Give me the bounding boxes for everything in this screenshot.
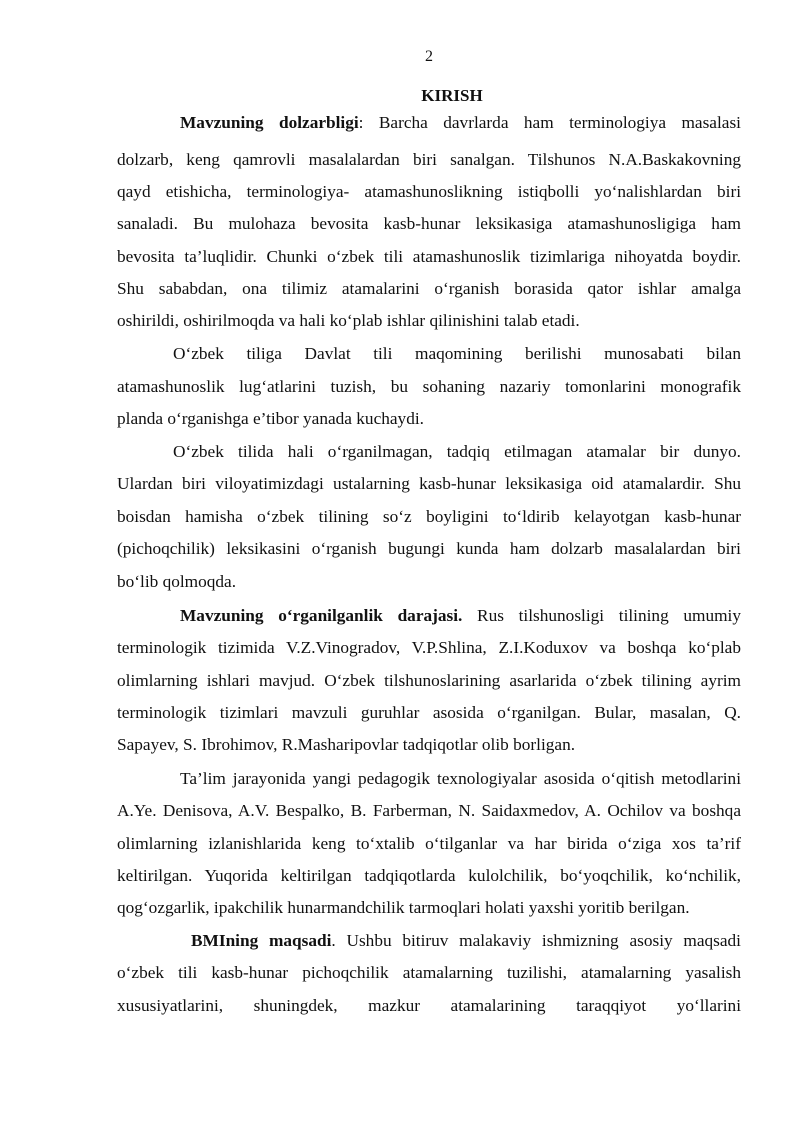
line-text: atamashunoslik lug‘atlarini tuzish, bu sohaning nazariy tomonlarini monografik bbox=[117, 377, 741, 396]
text-line bbox=[117, 637, 741, 659]
line-text: oshirildi, oshirilmoqda va hali ko‘plab ishlar qilinishini talab etadi. bbox=[117, 311, 580, 330]
text-line bbox=[180, 768, 741, 790]
line-text: Shu sababdan, ona tilimiz atamalarini o‘rganish borasida qator ishlar amalga bbox=[117, 279, 741, 298]
line-text: dolzarb, keng qamrovli masalalardan biri sanalgan. Tilshunos N.A.Baskakovning bbox=[117, 150, 741, 169]
text-line bbox=[117, 473, 741, 495]
section-heading: KIRISH bbox=[421, 86, 483, 105]
line-text: qog‘ozgarlik, ipakchilik hunarmandchilik tarmoqlari holati yaxshi yoritib berilgan. bbox=[117, 898, 690, 917]
line-text: boisdan hamisha o‘zbek tilining so‘z boyligini to‘ldirib kelayotgan kasb-hunar bbox=[117, 507, 741, 526]
text-line bbox=[117, 408, 741, 430]
line-text: . Ushbu bitiruv malakaviy ishmizning asosiy maqsadi bbox=[331, 931, 741, 950]
text-line bbox=[117, 897, 741, 919]
text-line bbox=[117, 246, 741, 268]
text-line bbox=[117, 376, 741, 398]
text-line bbox=[191, 930, 741, 952]
line-text: O‘zbek tilida hali o‘rganilmagan, tadqiq etilmagan atamalar bir dunyo. bbox=[173, 442, 741, 461]
text-line bbox=[117, 538, 741, 560]
text-line bbox=[117, 702, 741, 724]
text-line bbox=[180, 112, 741, 134]
line-text: keltirilgan. Yuqorida keltirilgan tadqiqotlarda kulolchilik, bo‘yoqchilik, ko‘nchilik, bbox=[117, 866, 741, 885]
text-line bbox=[117, 149, 741, 171]
bold-lead: BMIning maqsadi bbox=[191, 931, 332, 950]
line-text: terminologik tizimida V.Z.Vinogradov, V.P.Shlina, Z.I.Koduxov va boshqa ko‘plab bbox=[117, 638, 741, 657]
text-line bbox=[117, 310, 741, 332]
line-text: terminologik tizimlari mavzuli guruhlar asosida o‘rganilgan. Bular, masalan, Q. bbox=[117, 703, 741, 722]
text-line bbox=[173, 441, 741, 463]
text-line bbox=[117, 962, 741, 984]
text-line bbox=[117, 734, 741, 756]
text-line bbox=[173, 343, 741, 365]
text-line bbox=[117, 995, 741, 1017]
line-text: : Barcha davrlarda ham terminologiya masalasi bbox=[358, 113, 741, 132]
line-text: bo‘lib qolmoqda. bbox=[117, 572, 237, 591]
text-line bbox=[117, 571, 741, 593]
line-text: olimlarning izlanishlarida keng to‘xtalib o‘tilganlar va har birida o‘ziga xos ta’rif bbox=[117, 834, 741, 853]
text-line bbox=[180, 605, 741, 627]
line-text: olimlarning ishlari mavjud. O‘zbek tilshunoslarining asarlarida o‘zbek tilining ayrim bbox=[117, 671, 741, 690]
line-text: sanaladi. Bu mulohaza bevosita kasb-hunar leksikasiga atamashunosligiga ham bbox=[117, 214, 741, 233]
text-line bbox=[117, 833, 741, 855]
bold-lead: Mavzuning dolzarbligi bbox=[180, 113, 359, 132]
line-text: xususiyatlarini, shuningdek, mazkur atamalarining taraqqiyot yo‘llarini bbox=[117, 996, 741, 1015]
line-text: A.Ye. Denisova, A.V. Bespalko, B. Farberman, N. Saidaxmedov, A. Ochilov va boshqa bbox=[117, 801, 741, 820]
line-text: bevosita ta’luqlidir. Chunki o‘zbek tili atamashunoslik tizimlariga nihoyatda boydir. bbox=[117, 247, 741, 266]
page-number: 2 bbox=[425, 48, 433, 65]
line-text: Sapayev, S. Ibrohimov, R.Masharipovlar tadqiqotlar olib borligan. bbox=[117, 735, 576, 754]
line-text: (pichoqchilik) leksikasini o‘rganish bugungi kunda ham dolzarb masalalardan biri bbox=[117, 539, 741, 558]
line-text: qayd etishicha, terminologiya- atamashunoslikning istiqbolli yo‘nalishlardan biri bbox=[117, 182, 741, 201]
line-text: Ulardan biri viloyatimizdagi ustalarning kasb-hunar leksikasiga oid atamalardir. Shu bbox=[117, 474, 741, 493]
line-text: planda o‘rganishga e’tibor yanada kuchaydi. bbox=[117, 409, 424, 428]
line-text: Rus tilshunosligi tilining umumiy bbox=[462, 606, 741, 625]
bold-lead: Mavzuning o‘rganilganlik darajasi. bbox=[180, 606, 463, 625]
line-text: O‘zbek tiliga Davlat tili maqomining berilishi munosabati bilan bbox=[173, 344, 741, 363]
text-line bbox=[117, 181, 741, 203]
text-line bbox=[117, 213, 741, 235]
line-text: o‘zbek tili kasb-hunar pichoqchilik atamalarning tuzilishi, atamalarning yasalish bbox=[117, 963, 741, 982]
line-text: Ta’lim jarayonida yangi pedagogik texnologiyalar asosida o‘qitish metodlarini bbox=[180, 769, 741, 788]
text-line bbox=[117, 670, 741, 692]
text-line bbox=[117, 865, 741, 887]
text-line bbox=[117, 278, 741, 300]
text-line bbox=[117, 800, 741, 822]
text-line bbox=[117, 506, 741, 528]
